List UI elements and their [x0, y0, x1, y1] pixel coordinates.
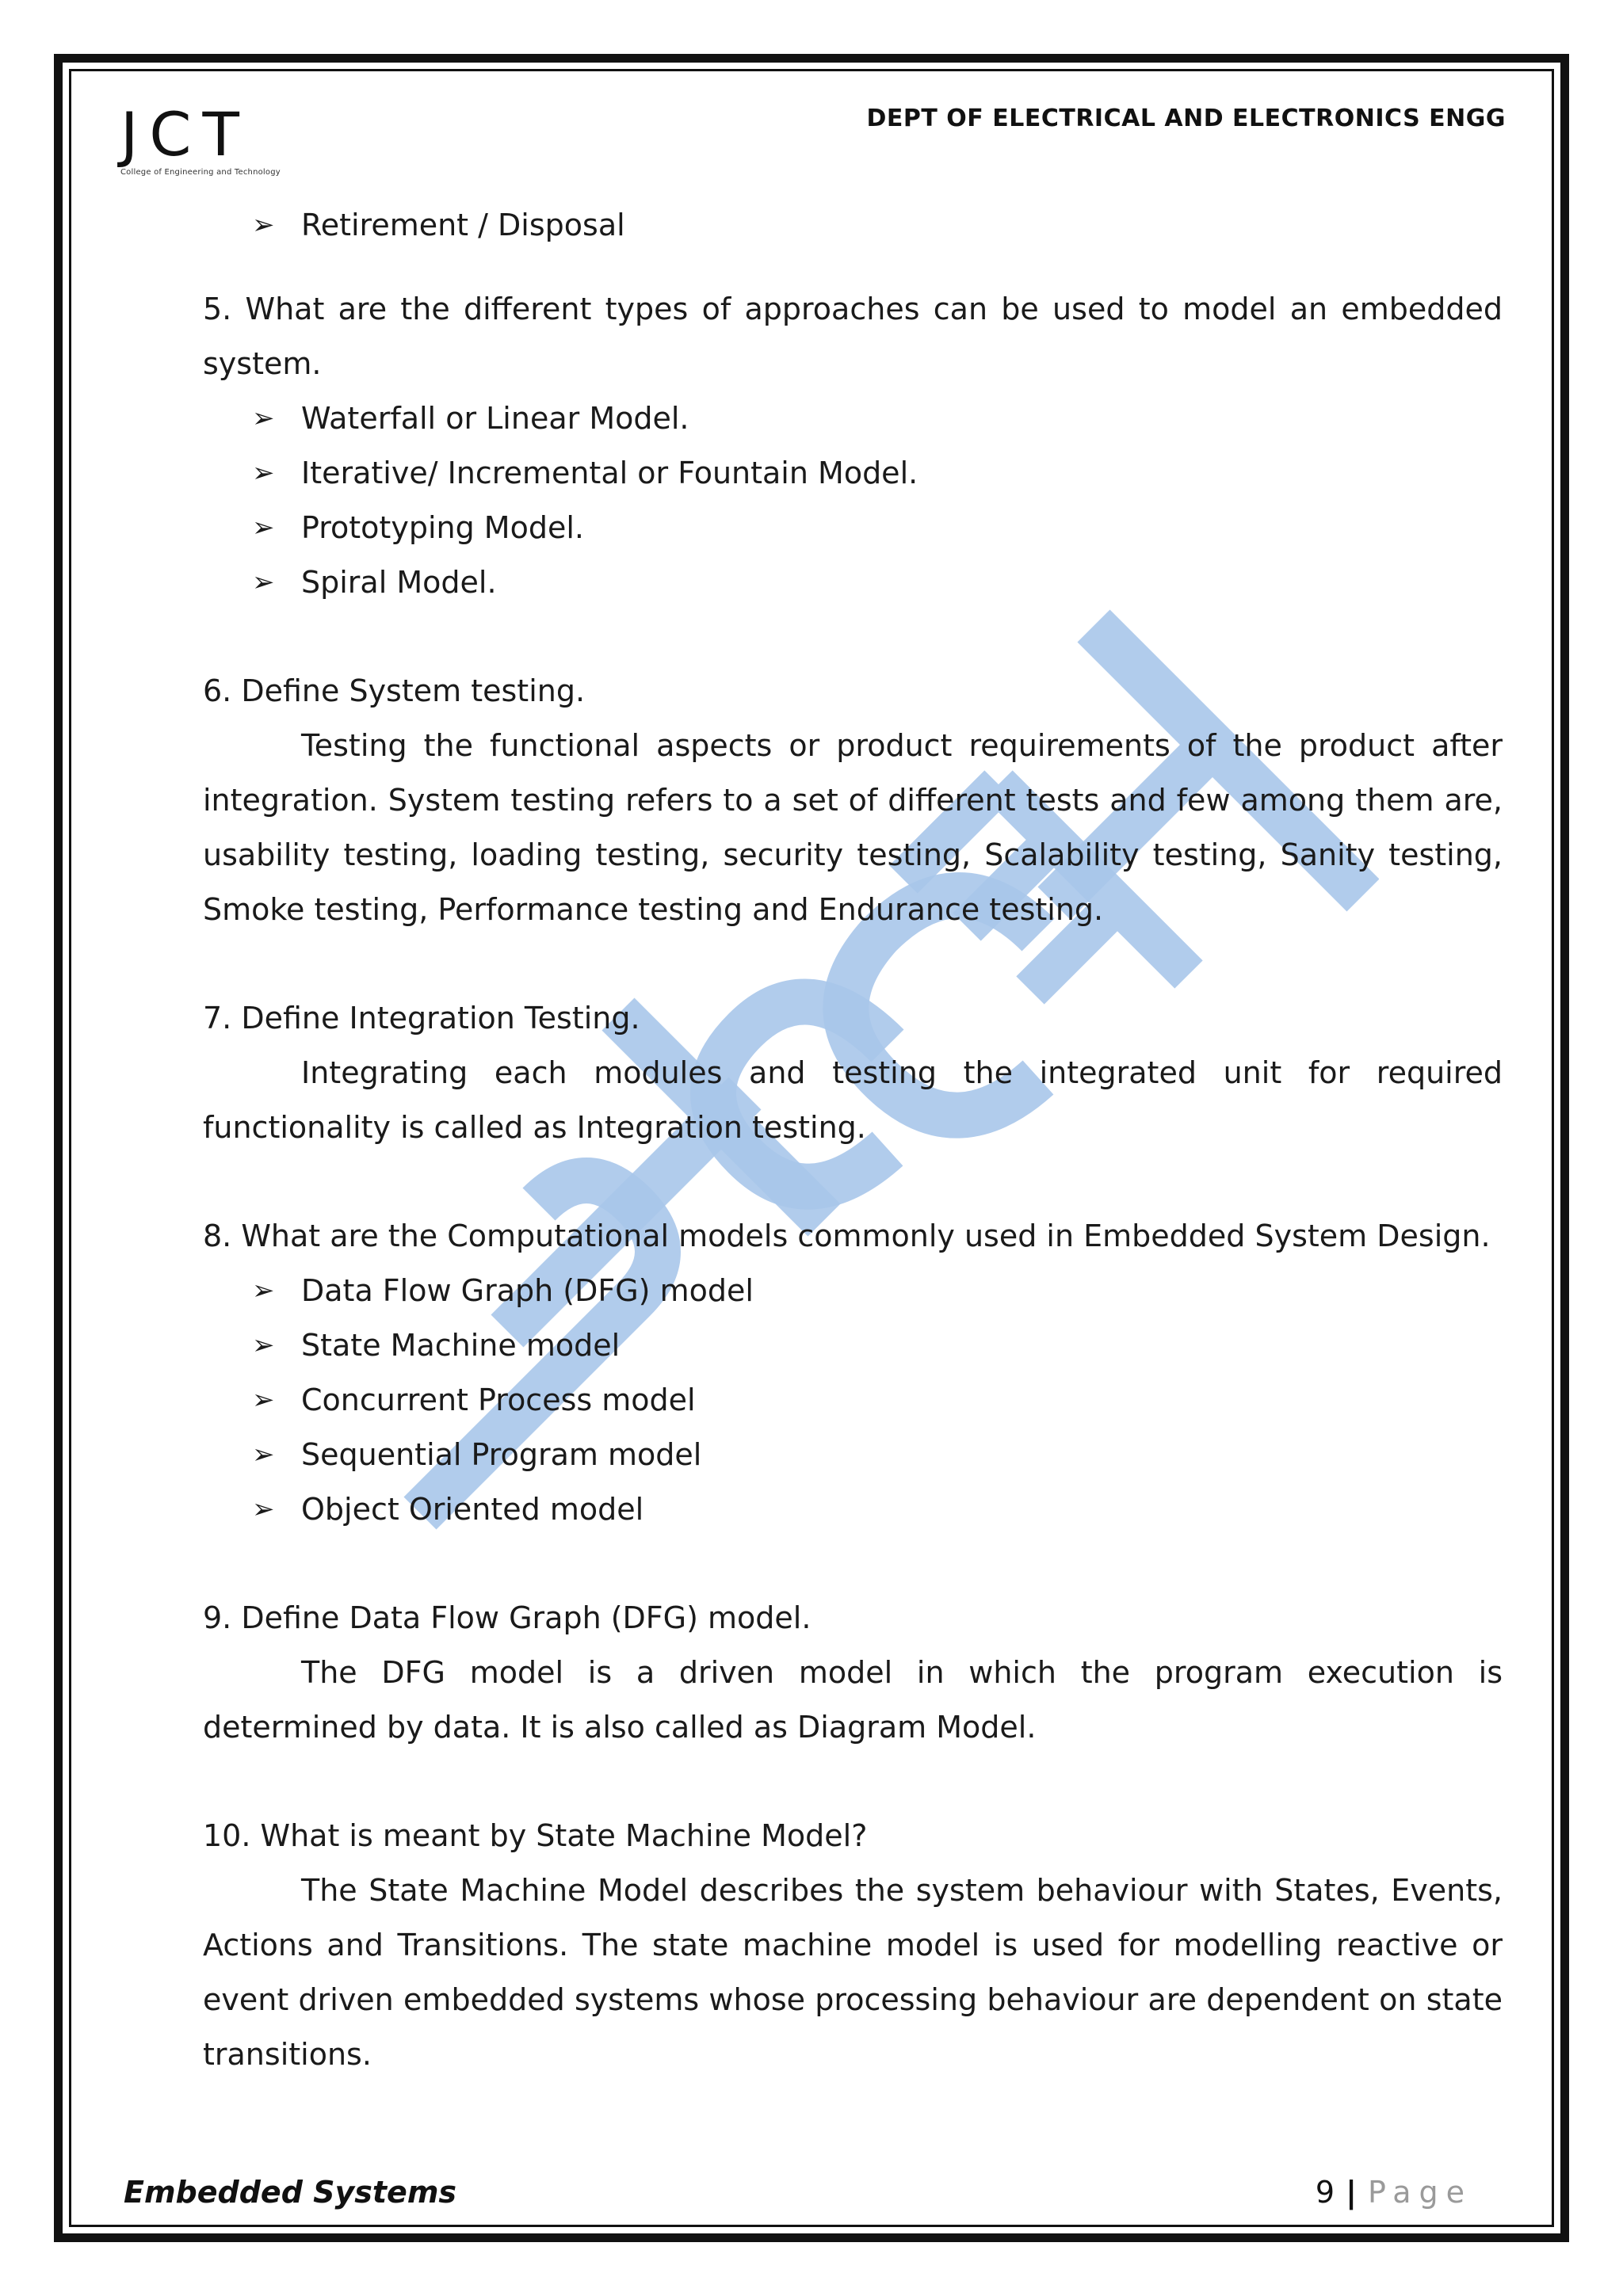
- college-logo: [120, 99, 281, 177]
- arrow-bullet-icon: ➢: [252, 566, 275, 598]
- department-heading: DEPT OF ELECTRICAL AND ELECTRONICS ENGG: [866, 105, 1506, 132]
- logo-text: JCT: [120, 99, 250, 170]
- list-item: [252, 501, 1503, 555]
- question-5: 5. What are the different types of approaches can be used to model an embedded system.: [203, 292, 1503, 381]
- answer-7: Integrating each modules and testing the integrated unit for required functionality is called as Integration testing.: [203, 1055, 1503, 1145]
- arrow-bullet-icon: ➢: [252, 1275, 275, 1306]
- arrow-bullet-icon: ➢: [252, 1493, 275, 1525]
- list-item: [252, 446, 1503, 501]
- list-item: [252, 1318, 1503, 1373]
- list-item: [252, 1373, 1503, 1428]
- question-6: 6. Define System testing.: [203, 673, 586, 708]
- document-body: [203, 198, 1503, 2082]
- arrow-bullet-icon: ➢: [252, 1329, 275, 1361]
- top-bullet-list: [203, 198, 1503, 253]
- list-item-text: Prototyping Model.: [301, 510, 584, 545]
- answer-10: The State Machine Model describes the system behaviour with States, Events, Actions and Transitions. The state machine model is used for modelling reactive or event driven embedded systems whose processing behaviour are dependent on state transitions.: [203, 1873, 1503, 2072]
- question-9: 9. Define Data Flow Graph (DFG) model.: [203, 1600, 812, 1635]
- footer-page-number: [1316, 2175, 1472, 2210]
- list-item: [252, 391, 1503, 446]
- list-item-text: Retirement / Disposal: [301, 208, 625, 242]
- list-item-text: Spiral Model.: [301, 565, 497, 600]
- q5-bullet-list: [203, 391, 1503, 610]
- list-item: [252, 1482, 1503, 1537]
- arrow-bullet-icon: ➢: [252, 457, 275, 489]
- list-item: [252, 1428, 1503, 1482]
- arrow-bullet-icon: ➢: [252, 1384, 275, 1416]
- list-item: [252, 1264, 1503, 1318]
- page-separator: |: [1346, 2175, 1357, 2210]
- page-number: 9: [1315, 2175, 1335, 2210]
- question-8: 8. What are the Computational models commonly used in Embedded System Design.: [203, 1219, 1491, 1253]
- answer-9: The DFG model is a driven model in which the program execution is determined by data. It is also called as Diagram Model.: [203, 1655, 1503, 1745]
- arrow-bullet-icon: ➢: [252, 402, 275, 434]
- list-item-text: State Machine model: [301, 1328, 621, 1363]
- arrow-bullet-icon: ➢: [252, 512, 275, 543]
- question-7: 7. Define Integration Testing.: [203, 1001, 640, 1035]
- list-item-text: Data Flow Graph (DFG) model: [301, 1273, 754, 1308]
- list-item-text: Concurrent Process model: [301, 1383, 696, 1417]
- list-item: [252, 555, 1503, 610]
- list-item: [252, 198, 1503, 253]
- question-10: 10. What is meant by State Machine Model?: [203, 1818, 868, 1853]
- list-item-text: Iterative/ Incremental or Fountain Model.: [301, 456, 918, 490]
- page-label: Page: [1368, 2175, 1472, 2210]
- arrow-bullet-icon: ➢: [252, 209, 275, 241]
- footer-subject: Embedded Systems: [124, 2175, 457, 2210]
- logo-subtitle: College of Engineering and Technology: [120, 168, 281, 177]
- q8-bullet-list: [203, 1264, 1503, 1537]
- list-item-text: Sequential Program model: [301, 1437, 702, 1472]
- list-item-text: Waterfall or Linear Model.: [301, 401, 689, 436]
- arrow-bullet-icon: ➢: [252, 1439, 275, 1470]
- list-item-text: Object Oriented model: [301, 1492, 644, 1527]
- answer-6: Testing the functional aspects or product requirements of the product after integration. System testing refers to a set of different tests and few among them are, usability testing, loading testing, security testing, Scalability testing, Sanity testing, Smoke testing, Performance testing and Endurance testing.: [203, 728, 1503, 927]
